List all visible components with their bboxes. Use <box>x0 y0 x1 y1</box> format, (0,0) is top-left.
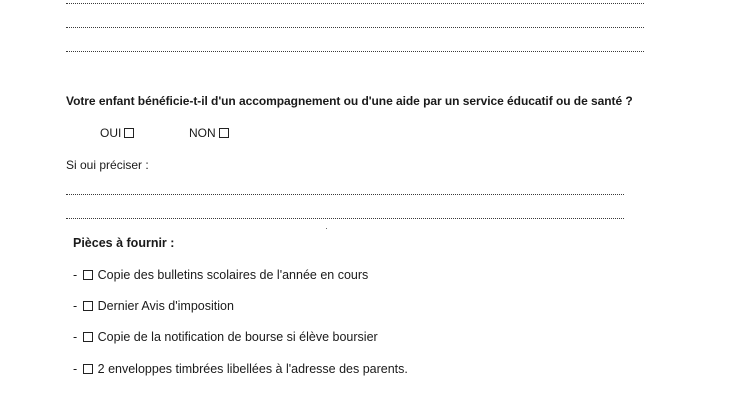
choice-non-label: NON <box>189 126 216 140</box>
choice-oui-label: OUI <box>100 126 122 140</box>
checkbox-notification-bourse[interactable] <box>83 332 93 342</box>
checkbox-enveloppes[interactable] <box>83 364 93 374</box>
pieces-item <box>73 298 234 314</box>
pieces-item <box>73 361 408 377</box>
support-question: Votre enfant bénéficie-t-il d'un accompagnement ou d'une aide par un service éducatif ou de santé ? <box>66 94 633 108</box>
checkbox-non[interactable] <box>219 128 229 138</box>
answer-line-top-2[interactable] <box>66 27 644 28</box>
pieces-item-label: 2 enveloppes timbrées libellées à l'adresse des parents. <box>97 362 408 376</box>
choice-non[interactable] <box>189 125 231 141</box>
pieces-item <box>73 329 378 345</box>
pieces-bullet: - <box>73 362 78 376</box>
checkbox-avis-imposition[interactable] <box>83 301 93 311</box>
scan-speck <box>326 228 327 229</box>
pieces-title: Pièces à fournir : <box>73 236 175 250</box>
pieces-item-label: Copie de la notification de bourse si élève boursier <box>97 330 378 344</box>
answer-line-top-1[interactable] <box>66 3 644 4</box>
precision-label: Si oui préciser : <box>66 158 149 172</box>
precision-line-1[interactable] <box>66 194 624 195</box>
pieces-item <box>73 267 368 283</box>
pieces-item-label: Dernier Avis d'imposition <box>97 299 234 313</box>
answer-line-top-3[interactable] <box>66 51 644 52</box>
checkbox-oui[interactable] <box>124 128 134 138</box>
pieces-bullet: - <box>73 299 78 313</box>
choice-oui[interactable] <box>100 125 136 141</box>
pieces-item-label: Copie des bulletins scolaires de l'année en cours <box>97 268 369 282</box>
pieces-bullet: - <box>73 268 78 282</box>
checkbox-bulletins[interactable] <box>83 270 93 280</box>
pieces-bullet: - <box>73 330 78 344</box>
precision-line-2[interactable] <box>66 218 624 219</box>
